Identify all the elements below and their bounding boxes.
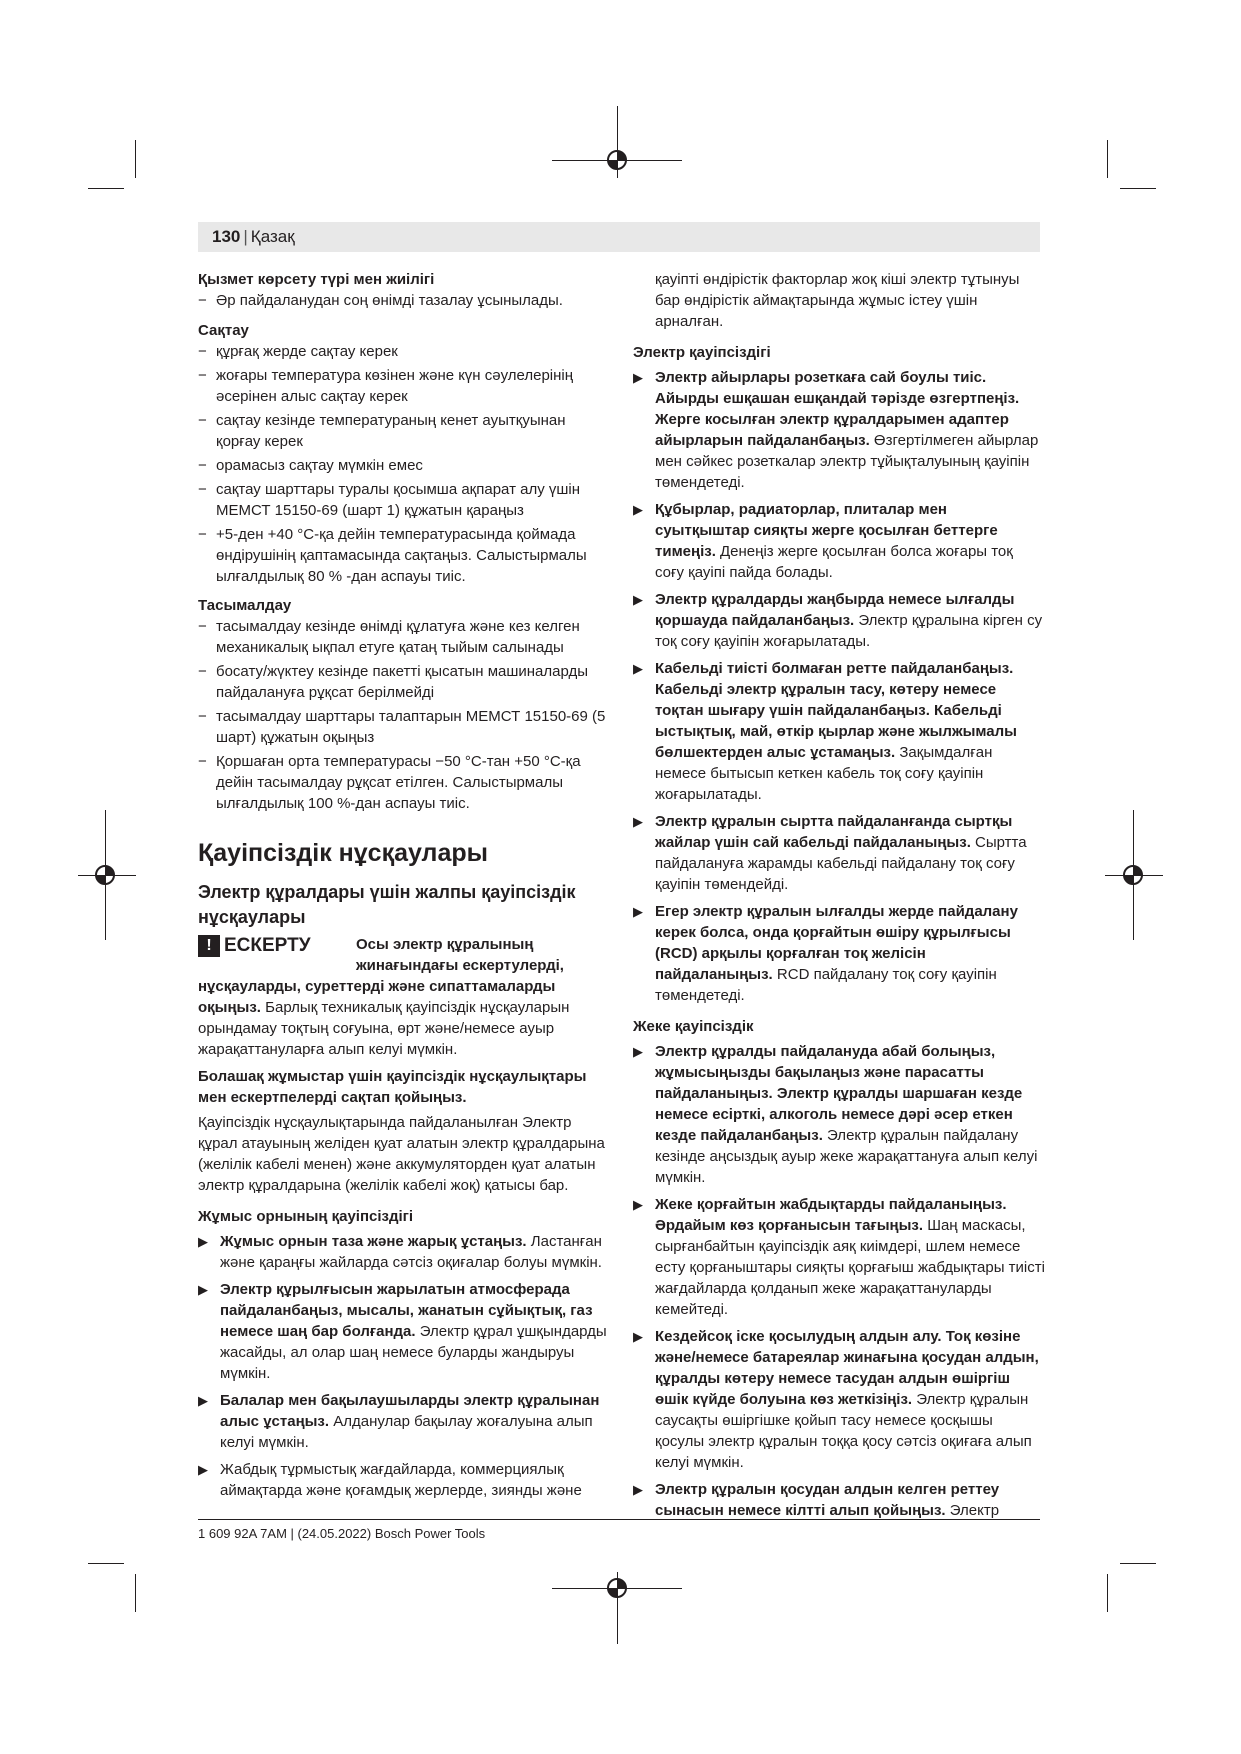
header-language: Қазақ: [250, 227, 295, 246]
list-item-bold: Электр құралдарды жаңбырда немесе ылғалды қоршауда пайдаланбаңыз.: [655, 591, 1015, 629]
list-item-text: Зақымдалған немесе бытысып кеткен кабель тоқ соғу қауіпін жоғарылатады.: [655, 744, 993, 803]
list-item-text: құрғақ жерде сақтау керек: [216, 343, 398, 360]
list-item: [198, 455, 610, 476]
list-item: [633, 1041, 1045, 1188]
crop-mark: [1107, 140, 1108, 178]
list-item-text: Әр пайдаланудан соң өнімді тазалау ұсынылады.: [216, 292, 563, 309]
warning-triangle-icon: !: [198, 935, 220, 957]
list-item: [198, 1390, 610, 1453]
arrow-bullet-icon: ▶: [198, 1282, 208, 1297]
crop-mark: [135, 140, 136, 178]
list-item-bold: Балалар мен бақылаушыларды электр құралынан алыс ұстаңыз.: [220, 1392, 600, 1430]
list-item: [198, 616, 610, 658]
arrow-bullet-icon: ▶: [198, 1393, 208, 1408]
service-heading: Қызмет көрсету түрі мен жиілігі: [198, 271, 435, 288]
dash-marker: −: [198, 457, 207, 474]
list-item: [633, 658, 1045, 805]
list-item-text: тасымалдау шарттары талаптарын МЕМСТ 15150-69 (5 шарт) құжатын оқыңыз: [216, 708, 606, 746]
dash-marker: −: [198, 753, 207, 770]
arrow-bullet-icon: ▶: [633, 1329, 643, 1344]
list-item-text: сақтау кезінде температураның кенет ауытқуынан қорғау керек: [216, 412, 566, 450]
header-bar: [198, 222, 1040, 252]
storage-list: [198, 341, 610, 587]
registration-crosshair-icon: [604, 147, 630, 173]
dash-marker: −: [198, 343, 207, 360]
list-item-text: Ластанған және қараңғы жайларда сәтсіз оқиғалар болуы мүмкін.: [220, 1233, 602, 1271]
dash-marker: −: [198, 412, 207, 429]
dash-marker: −: [198, 663, 207, 680]
list-item-text: Жабдық тұрмыстық жағдайларда, коммерциялық аймақтарда және қоғамдық жерлерде, зиянды және: [220, 1461, 582, 1499]
keep-instructions-heading: Болашақ жұмыстар үшін қауіпсіздік нұсқаулықтары мен ескертпелерді сақтап қойыңыз.: [198, 1068, 587, 1106]
list-item: [633, 811, 1045, 895]
list-item-text: жоғары температура көзінен және күн сәулелерінің әсерінен алыс сақтау керек: [216, 367, 574, 405]
dash-marker: −: [198, 292, 207, 309]
footer-rule: [198, 1519, 1040, 1520]
arrow-bullet-icon: ▶: [633, 814, 643, 829]
list-item-text: Алданулар бақылау жоғалуына алып келуі мүмкін.: [220, 1413, 593, 1451]
list-item-text: Электр: [945, 1502, 1000, 1519]
list-item-text: Электр құралын саусақты өшіргішке қойып тасу немесе қосқышы қосулы электр құралын тоққа қосу сәтсіз оқиғаға алып келуі мүмкін.: [655, 1391, 1032, 1471]
list-item: [198, 290, 610, 311]
service-list: [198, 290, 610, 311]
warning-first-line: Осы электр құралының жинағындағы ескертулерді,: [356, 936, 564, 974]
list-item-bold: Кездейсоқ іске қосылудың алдын алу. Тоқ көзіне және/немесе батареялар жинағына қосудан алдын, құралды көтеру немесе тасудан алдын өшіргіш өшік күйде болуына көз жеткізіңіз.: [655, 1328, 1039, 1408]
list-item-text: +5-ден +40 °C-қа дейін температурасында қоймада өндірушінің қаптамасында сақтаңыз. Салыстырмалы ылғалдылық 80 % -дан аспауы тиіс.: [216, 526, 587, 585]
arrow-bullet-icon: ▶: [633, 904, 643, 919]
list-item-text: орамасыз сақтау мүмкін емес: [216, 457, 423, 474]
list-item-bold: Егер электр құралын ылғалды жерде пайдалану керек болса, онда қорғайтын өшіру құрылғысы (RCD) арқылы қорғалған тоқ желісін пайдаланыңыз.: [655, 903, 1018, 983]
list-item-bold: Электр құралын сыртта пайдаланғанда сыртқы жайлар үшін сай кабельді пайдаланыңыз.: [655, 813, 1013, 851]
footer-text: 1 609 92A 7AM | (24.05.2022) Bosch Power Tools: [198, 1526, 486, 1541]
dash-marker: −: [198, 618, 207, 635]
continuation-text: қауіпті өндірістік факторлар жоқ кіші электр тұтынуы бар өндірістік аймақтарында жұмыс істеу үшін арналған.: [655, 271, 1020, 330]
registration-crosshair-icon: [1120, 862, 1146, 888]
page-number: 130: [212, 227, 241, 246]
safety-title: Қауіпсіздік нұсқаулары: [198, 839, 488, 867]
general-safety-title: Электр құралдары үшін жалпы қауіпсіздік нұсқаулары: [198, 882, 576, 927]
list-item-text: Шаң маскасы, сырғанбайтын қауіпсіздік аяқ киімдері, шлем немесе есту қорғаныштары сияқты қорғағыш жабдықтары тиісті жағдайларда қолданып жеке жарақаттануларды кемейтеді.: [655, 1217, 1045, 1318]
right-column: [633, 269, 1045, 1527]
arrow-bullet-icon: ▶: [198, 1234, 208, 1249]
electrical-list: [633, 367, 1045, 1006]
warning-bold-text: нұсқауларды, суреттерді және сипаттамаларды оқыңыз.: [198, 978, 556, 1016]
list-item: [633, 589, 1045, 652]
list-item-text: Өзгертілмеген айырлар мен сәйкес розеткалар электр тұйықталуының қауіпін төмендетеді.: [655, 432, 1039, 491]
list-item-text: RCD пайдалану тоқ соғу қауіпін төмендетеді.: [655, 966, 997, 1004]
dash-marker: −: [198, 526, 207, 543]
storage-heading: Сақтау: [198, 322, 249, 339]
dash-marker: −: [198, 367, 207, 384]
crop-mark: [1107, 1574, 1108, 1612]
arrow-bullet-icon: ▶: [633, 1197, 643, 1212]
list-item-text: Электр құрал ұшқындарды жасайды, ал олар шаң немесе буларды жандыруы мүмкін.: [220, 1323, 607, 1382]
workplace-heading: Жұмыс орнының қауіпсіздігі: [198, 1208, 414, 1225]
personal-list: [633, 1041, 1045, 1521]
crop-mark: [135, 1574, 136, 1612]
dash-marker: −: [198, 708, 207, 725]
list-item-text: Денеңіз жерге қосылған болса жоғары тоқ соғу қауіпі пайда болады.: [655, 543, 1013, 581]
list-item-text: Қоршаған орта температурасы −50 °C-тан +50 °C-қа дейін тасымалдау рұқсат етілген. Салыстырмалы ылғалдылық 100 %-дан аспауы тиіс.: [216, 753, 581, 812]
list-item: [633, 367, 1045, 493]
arrow-bullet-icon: ▶: [633, 370, 643, 385]
list-item: [198, 365, 610, 407]
list-item-bold: Электр құралын қосудан алдын келген реттеу сынасын немесе кілтті алып қойыңыз.: [655, 1481, 1000, 1519]
list-item-text: сақтау шарттары туралы қосымша ақпарат алу үшін МЕМСТ 15150-69 (шарт 1) құжатын қараңыз: [216, 481, 581, 519]
list-item: [198, 706, 610, 748]
crop-mark: [88, 188, 124, 189]
personal-heading: Жеке қауіпсіздік: [633, 1018, 754, 1035]
list-item-bold: Кабельді тиісті болмаған ретте пайдаланбаңыз. Кабельді электр құралын тасу, көтеру немесе тоқтан шығару үшін пайдаланбаңыз. Кабельді ыстықтық, май, өткір қырлар және жылжымалы бөлшектерден алыс ұстамаңыз.: [655, 660, 1017, 761]
list-item: [198, 479, 610, 521]
arrow-bullet-icon: ▶: [633, 661, 643, 676]
list-item: [198, 1459, 610, 1501]
arrow-bullet-icon: ▶: [633, 592, 643, 607]
list-item-bold: Жеке қорғайтын жабдықтарды пайдаланыңыз. Әрдайым көз қорғанысын тағыңыз.: [655, 1196, 1007, 1234]
crop-mark: [1120, 188, 1156, 189]
list-item: [633, 1479, 1045, 1521]
list-item: [198, 751, 610, 814]
list-item-text: Электр құралына кірген су тоқ соғу қауіпін жоғарылатады.: [655, 612, 1043, 650]
electrical-heading: Электр қауіпсіздігі: [633, 344, 771, 361]
transport-list: [198, 616, 610, 814]
arrow-bullet-icon: ▶: [633, 1044, 643, 1059]
crop-mark: [1120, 1563, 1156, 1564]
arrow-bullet-icon: ▶: [198, 1462, 208, 1477]
list-item-bold: Электр құрылғысын жарылатын атмосферада пайдаланбаңыз, мысалы, жанатын сұйықтық, газ немесе шаң бар болғанда.: [220, 1281, 593, 1340]
warning-body: [198, 976, 610, 1060]
list-item-text: босату/жүктеу кезінде пакетті қысатын машиналарды пайдалануға рұқсат берілмейді: [216, 663, 589, 701]
warning-text: Барлық техникалық қауіпсіздік нұсқауларын орындамау тоқтың соғуына, өрт және/немесе ауыр жарақаттануларға алып келуі мүмкін.: [198, 999, 570, 1058]
registration-crosshair-icon: [604, 1575, 630, 1601]
list-item-bold: Электр құралды пайдалануда абай болыңыз, жұмысыңызды бақылаңыз және парасатты пайдаланыңыз. Электр құралды шаршаған кезде немесе есірткі, алкоголь немесе дәрі әсер еткен кезде пайдаланбаңыз.: [655, 1043, 1023, 1144]
keep-instructions-text: Қауіпсіздік нұсқаулықтарында пайдаланылған Электр құрал атауының желіден қуат алатын электр құралдарына (желілік кабелі менен) және аккумуляторден қуат алатын электр құралдарына (желілік кабелі жоқ) қатысы бар.: [198, 1114, 605, 1194]
list-item-bold: Электр айырлары розеткаға сай боулы тиіс. Айырды ешқашан ешқандай тәрізде өзгертпеңіз. Жерге косылған электр құралдарымен адаптер айырларын пайдаланбаңыз.: [655, 369, 1020, 449]
header-separator: |: [243, 227, 248, 246]
list-item: [198, 1279, 610, 1384]
left-column: [198, 269, 610, 1507]
list-item-text: Сыртта пайдалануға жарамды кабельді пайдалану тоқ соғу қауіпін төмендейді.: [655, 834, 1027, 893]
list-item: [198, 341, 610, 362]
crop-mark: [88, 1563, 124, 1564]
list-item: [198, 410, 610, 452]
arrow-bullet-icon: ▶: [633, 1482, 643, 1497]
list-item: [633, 1194, 1045, 1320]
transport-heading: Тасымалдау: [198, 597, 292, 614]
page-header: [212, 227, 295, 247]
warning-block: [198, 934, 610, 976]
list-item: [198, 661, 610, 703]
list-item: [633, 901, 1045, 1006]
list-item-text: тасымалдау кезінде өнімді құлатуға және кез келген механикалық ықпал етуге қатаң тыйым салынады: [216, 618, 580, 656]
list-item-text: Электр құралын пайдалану кезінде аңсыздық ауыр жеке жарақаттануға алып келуі мүмкін.: [655, 1127, 1038, 1186]
list-item: [633, 499, 1045, 583]
list-item: [198, 1231, 610, 1273]
arrow-bullet-icon: ▶: [633, 502, 643, 517]
list-item-bold: Құбырлар, радиаторлар, плиталар мен суытқыштар сияқты жерге қосылған беттерге тимеңіз.: [655, 501, 998, 560]
list-item: [198, 524, 610, 587]
list-item-bold: Жұмыс орнын таза және жарық ұстаңыз.: [220, 1233, 527, 1250]
workplace-list: [198, 1231, 610, 1501]
warning-label-text: ЕСКЕРТУ: [224, 935, 311, 956]
dash-marker: −: [198, 481, 207, 498]
list-item: [633, 1326, 1045, 1473]
registration-crosshair-icon: [92, 862, 118, 888]
warning-label: [198, 934, 356, 958]
